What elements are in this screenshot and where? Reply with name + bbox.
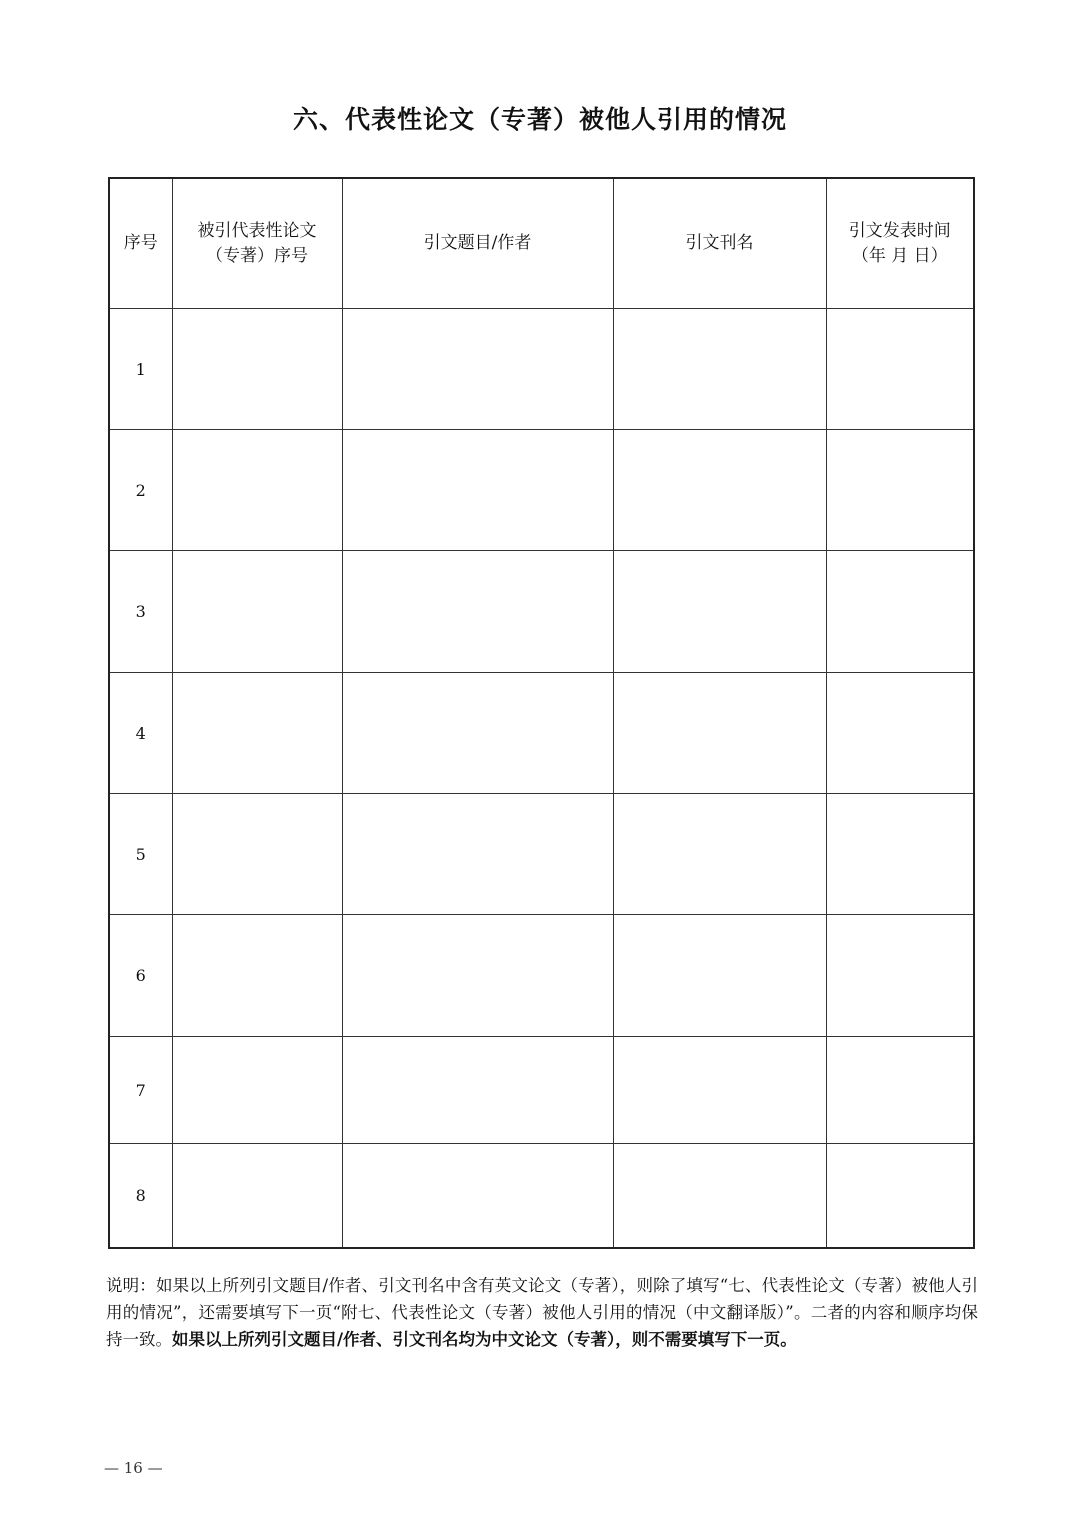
column-header-citation-title-author: 引文题目/作者 bbox=[342, 178, 613, 309]
page-number: — 16 — bbox=[104, 1459, 163, 1477]
citation-date-cell[interactable] bbox=[826, 551, 974, 673]
cited-paper-index-cell[interactable] bbox=[172, 309, 342, 430]
citation-title-author-cell[interactable] bbox=[342, 430, 613, 551]
citation-journal-cell[interactable] bbox=[613, 794, 826, 915]
column-header-citation-date: 引文发表时间 （年 月 日） bbox=[826, 178, 974, 309]
table-header-row bbox=[109, 178, 974, 309]
cited-paper-index-cell[interactable] bbox=[172, 915, 342, 1037]
page-title: 六、代表性论文（专著）被他人引用的情况 bbox=[292, 105, 787, 134]
table-row bbox=[109, 309, 974, 430]
table-row bbox=[109, 551, 974, 673]
citation-title-author-cell[interactable] bbox=[342, 1037, 613, 1144]
row-index-cell: 8 bbox=[109, 1144, 172, 1248]
cited-paper-index-cell[interactable] bbox=[172, 794, 342, 915]
citation-title-author-cell[interactable] bbox=[342, 551, 613, 673]
table-row bbox=[109, 794, 974, 915]
row-index-cell: 5 bbox=[109, 794, 172, 915]
note-bold-text: 如果以上所列引文题目/作者、引文刊名均为中文论文（专著），则不需要填写下一页。 bbox=[172, 1330, 797, 1349]
note-text: 说明：如果以上所列引文题目/作者、引文刊名中含有英文论文（专著），则除了填写“七、代表性论文（专著）被他人引用的情况”，还需要填写下一页“附七、代表性论文（专著）被他人引用的情况（中文翻译版）”。二者的内容和顺序均保持一致。 bbox=[106, 1276, 978, 1349]
table-row bbox=[109, 915, 974, 1037]
citation-date-cell[interactable] bbox=[826, 673, 974, 794]
citation-date-cell[interactable] bbox=[826, 1144, 974, 1248]
citation-journal-cell[interactable] bbox=[613, 673, 826, 794]
cited-paper-index-cell[interactable] bbox=[172, 673, 342, 794]
citation-date-cell[interactable] bbox=[826, 309, 974, 430]
row-index-cell: 1 bbox=[109, 309, 172, 430]
citation-title-author-cell[interactable] bbox=[342, 1144, 613, 1248]
row-index-cell: 4 bbox=[109, 673, 172, 794]
citation-date-cell[interactable] bbox=[826, 794, 974, 915]
table-row bbox=[109, 1037, 974, 1144]
citation-title-author-cell[interactable] bbox=[342, 794, 613, 915]
table-row bbox=[109, 430, 974, 551]
citation-journal-cell[interactable] bbox=[613, 551, 826, 673]
table-row bbox=[109, 1144, 974, 1248]
table-row bbox=[109, 673, 974, 794]
citation-title-author-cell[interactable] bbox=[342, 915, 613, 1037]
cited-paper-index-cell[interactable] bbox=[172, 1037, 342, 1144]
citation-date-cell[interactable] bbox=[826, 915, 974, 1037]
instruction-note bbox=[106, 1272, 978, 1353]
cited-paper-index-cell[interactable] bbox=[172, 551, 342, 673]
column-header-index: 序号 bbox=[109, 178, 172, 309]
row-index-cell: 3 bbox=[109, 551, 172, 673]
citation-table bbox=[108, 177, 975, 1249]
citation-journal-cell[interactable] bbox=[613, 309, 826, 430]
column-header-citation-journal: 引文刊名 bbox=[613, 178, 826, 309]
citation-title-author-cell[interactable] bbox=[342, 673, 613, 794]
citation-date-cell[interactable] bbox=[826, 1037, 974, 1144]
row-index-cell: 7 bbox=[109, 1037, 172, 1144]
row-index-cell: 6 bbox=[109, 915, 172, 1037]
cited-paper-index-cell[interactable] bbox=[172, 430, 342, 551]
citation-journal-cell[interactable] bbox=[613, 430, 826, 551]
cited-paper-index-cell[interactable] bbox=[172, 1144, 342, 1248]
citation-title-author-cell[interactable] bbox=[342, 309, 613, 430]
column-header-cited-paper-index: 被引代表性论文 （专著）序号 bbox=[172, 178, 342, 309]
citation-date-cell[interactable] bbox=[826, 430, 974, 551]
citation-journal-cell[interactable] bbox=[613, 1037, 826, 1144]
row-index-cell: 2 bbox=[109, 430, 172, 551]
citation-journal-cell[interactable] bbox=[613, 915, 826, 1037]
citation-journal-cell[interactable] bbox=[613, 1144, 826, 1248]
